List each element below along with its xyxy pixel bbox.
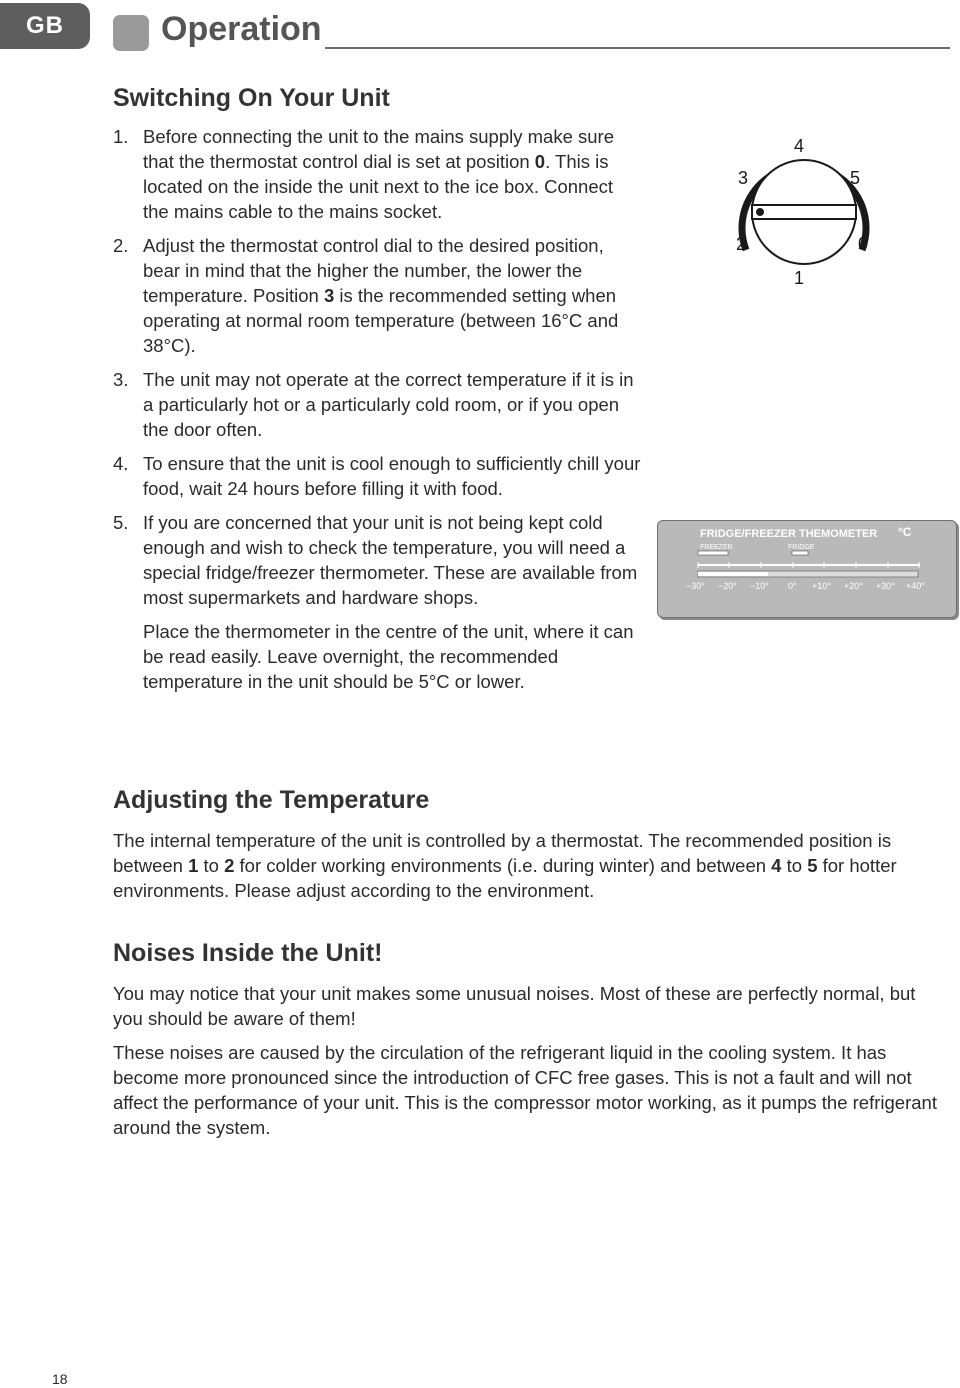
scale-label-plus-30: +30°: [876, 581, 895, 591]
step-number: 1.: [113, 126, 129, 147]
title-square-icon: [113, 15, 149, 51]
adjusting-text: The internal temperature of the unit is controlled by a thermostat. The recommended position is between: [113, 830, 892, 876]
page-number: 18: [52, 1371, 68, 1387]
step-text: Adjust the thermostat control dial to the desired position, bear in mind that the higher the number, the lower the temperature. Position: [143, 235, 604, 306]
scale-label-minus-20: −20°: [718, 581, 737, 591]
scale-label-plus-40: +40°: [906, 581, 925, 591]
step-text: The unit may not operate at the correct temperature if it is in a particularly hot or a particularly cold room, or if you open the door often.: [143, 369, 634, 440]
step-text: Before connecting the unit to the mains supply make sure that the thermostat control dial is set at position: [143, 126, 614, 172]
thermometer-bulb: [698, 572, 768, 576]
adjusting-text: for hotter environments. Please adjust according to the environment.: [113, 855, 897, 901]
language-tab: GB: [0, 3, 90, 49]
step-1: [113, 124, 643, 224]
thermometer-zone-fridge: FRIDGE: [788, 544, 815, 551]
dial-grip-bar: [752, 205, 856, 219]
step-number: 4.: [113, 453, 129, 474]
dial-label-4: 4: [794, 136, 805, 156]
thermometer-title: FRIDGE/FREEZER THEMOMETER: [700, 528, 878, 540]
adjusting-bold: 2: [224, 855, 235, 876]
adjusting-paragraph: [113, 828, 948, 903]
dial-label-1: 1: [794, 268, 805, 288]
adjusting-bold: 1: [188, 855, 199, 876]
scale-label-minus-30: −30°: [686, 581, 705, 591]
scale-label-0: 0°: [788, 581, 797, 591]
title-rule: [325, 47, 950, 49]
step-number: 3.: [113, 369, 129, 390]
thermometer-zone-freezer: FREEZER: [700, 544, 733, 551]
section-heading-switching-on: Switching On Your Unit: [113, 84, 390, 112]
fridge-freezer-thermometer-illustration: [657, 520, 957, 618]
step-text: . This is located on the inside the unit next to the ice box. Connect the mains cable to the mains socket.: [143, 151, 614, 222]
step-text: is the recommended setting when operating at normal room temperature (between 16°C and 38°C).: [143, 285, 619, 356]
step-2: [113, 233, 643, 358]
section-heading-noises: Noises Inside the Unit!: [113, 939, 383, 967]
noises-paragraph-1: You may notice that your unit makes some unusual noises. Most of these are perfectly normal, but you should be aware of them!: [113, 983, 916, 1029]
dial-label-5: 5: [850, 168, 861, 188]
step-bold: 0: [534, 151, 546, 172]
dial-label-3: 3: [738, 168, 749, 188]
step-bold: 3: [323, 285, 335, 306]
adjusting-bold: 5: [807, 855, 818, 876]
step-3: [113, 367, 643, 442]
section-heading-adjusting: Adjusting the Temperature: [113, 786, 430, 814]
step-5: [113, 510, 643, 694]
dial-label-2: 2: [736, 234, 747, 254]
scale-label-plus-10: +10°: [812, 581, 831, 591]
scale-label-minus-10: −10°: [750, 581, 769, 591]
freezer-zone-bar: [698, 551, 728, 555]
adjusting-bold: 4: [771, 855, 782, 876]
thermostat-dial-illustration: [724, 132, 884, 292]
step-number: 5.: [113, 512, 129, 533]
scale-label-plus-20: +20°: [844, 581, 863, 591]
step-4: [113, 451, 643, 501]
dial-indicator-dot: [756, 208, 764, 216]
step-text: If you are concerned that your unit is not being kept cold enough and wish to check the temperature, you will need a special fridge/freezer thermometer. These are available from most supermarkets and hardware shops.: [143, 512, 638, 608]
thermometer-unit: °C: [898, 525, 912, 539]
page-title: Operation: [161, 10, 322, 48]
noises-paragraph-2: These noises are caused by the circulation of the refrigerant liquid in the cooling system. It has become more pronounced since the introduction of CFC free gases. This is not a fault and will not affect the performance of your unit. This is the compressor motor working, as it pumps the refrigerant around the system.: [113, 1042, 937, 1138]
switching-on-steps: [113, 124, 643, 703]
fridge-zone-bar: [792, 551, 808, 555]
step-number: 2.: [113, 235, 129, 256]
step-text: To ensure that the unit is cool enough to sufficiently chill your food, wait 24 hours before filling it with food.: [143, 453, 641, 499]
step-extra-text: Place the thermometer in the centre of the unit, where it can be read easily. Leave overnight, the recommended temperature in the unit should be 5°C or lower.: [143, 621, 634, 692]
adjusting-text: for colder working environments (i.e. during winter) and between: [234, 855, 772, 876]
adjusting-text: to: [198, 855, 225, 876]
adjusting-text: to: [781, 855, 808, 876]
dial-label-0: 0: [858, 234, 869, 254]
